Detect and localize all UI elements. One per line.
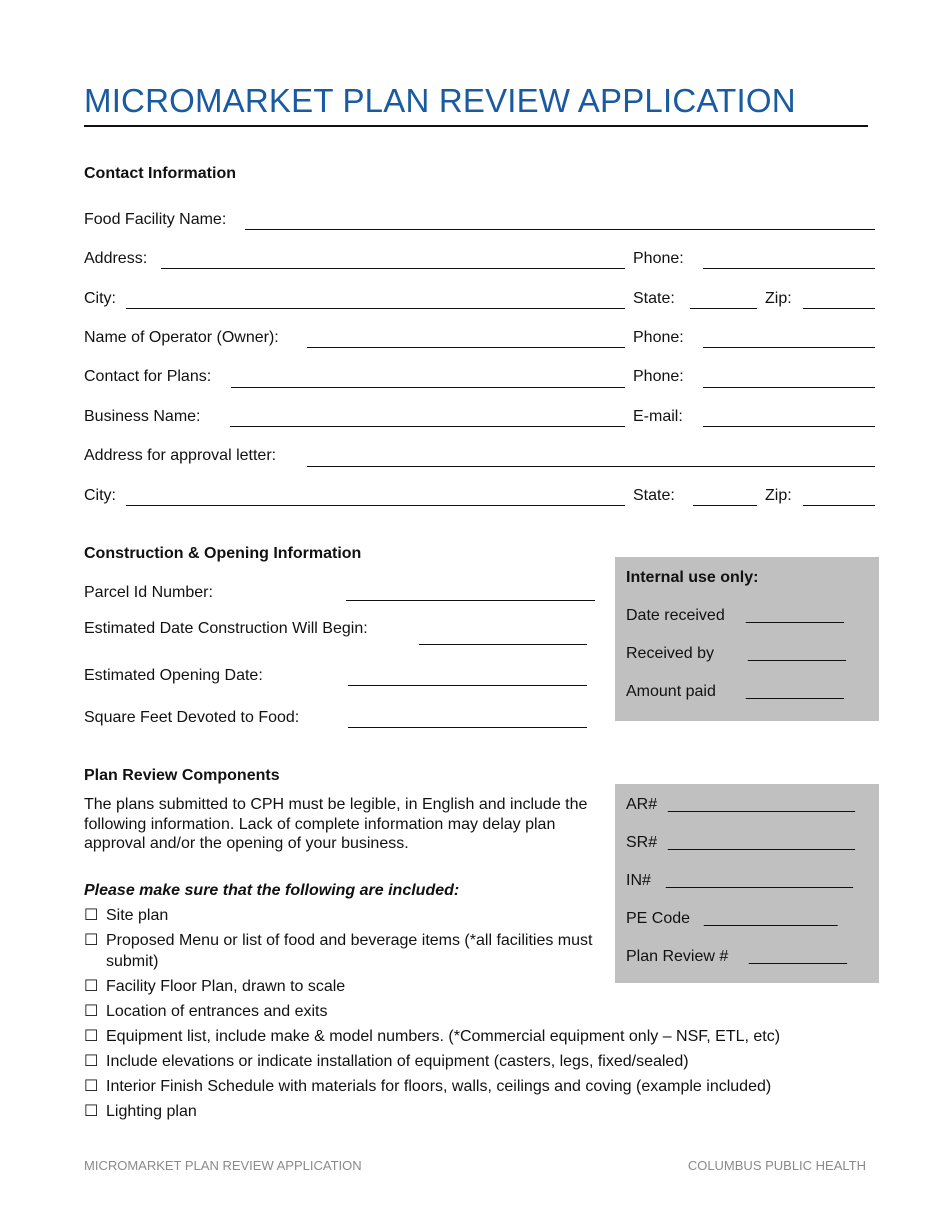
- opening-date-field[interactable]: [348, 685, 587, 686]
- checkbox-icon[interactable]: ☐: [84, 1103, 99, 1120]
- checkbox-icon[interactable]: ☐: [84, 1003, 99, 1020]
- checkbox-icon[interactable]: ☐: [84, 978, 99, 995]
- title-divider: [84, 125, 868, 127]
- pe-code-label: PE Code: [626, 910, 691, 927]
- approval-address-field[interactable]: [307, 466, 875, 467]
- construction-begin-field[interactable]: [419, 644, 587, 645]
- phone-label-2: Phone:: [633, 329, 684, 346]
- city-label-1: City:: [84, 290, 116, 307]
- zip-field-2[interactable]: [803, 505, 875, 506]
- checklist-item-label: Facility Floor Plan, drawn to scale: [106, 978, 346, 995]
- construction-begin-label: Estimated Date Construction Will Begin:: [84, 620, 368, 637]
- received-by-blank[interactable]: ___________: [748, 645, 846, 662]
- state-field-1[interactable]: [690, 308, 757, 309]
- checklist-item[interactable]: [84, 1026, 854, 1047]
- amount-paid-label: Amount paid: [626, 683, 716, 700]
- city-field-1[interactable]: [126, 308, 625, 309]
- operator-field[interactable]: [307, 347, 625, 348]
- page-title: MICROMARKET PLAN REVIEW APPLICATION: [84, 82, 796, 119]
- checklist-item-label: Interior Finish Schedule with materials for floors, walls, ceilings and coving (example included): [106, 1078, 772, 1095]
- in-label: IN#: [626, 872, 651, 889]
- square-feet-field[interactable]: [348, 727, 587, 728]
- internal-use-heading: Internal use only:: [626, 569, 759, 586]
- date-received-blank[interactable]: ___________: [746, 607, 844, 624]
- sr-blank[interactable]: _____________________: [668, 834, 855, 851]
- codes-box: [615, 784, 879, 983]
- checkbox-icon[interactable]: ☐: [84, 1078, 99, 1095]
- plan-review-paragraph: The plans submitted to CPH must be legible, in English and include the following information. Lack of complete information may delay plan approval and/or the opening of your business.: [84, 796, 588, 852]
- checklist-item[interactable]: [84, 1076, 854, 1097]
- checklist-item[interactable]: [84, 1101, 854, 1122]
- checklist-item[interactable]: [84, 930, 604, 972]
- sr-label: SR#: [626, 834, 658, 851]
- plan-review-number-blank[interactable]: ___________: [749, 948, 847, 965]
- zip-field-1[interactable]: [803, 308, 875, 309]
- email-label: E-mail:: [633, 408, 683, 425]
- state-label-2: State:: [633, 487, 675, 504]
- checkbox-icon[interactable]: ☐: [84, 932, 99, 949]
- food-facility-name-field[interactable]: [245, 229, 875, 230]
- parcel-label: Parcel Id Number:: [84, 584, 213, 601]
- date-received-label: Date received: [626, 607, 725, 624]
- phone-label-3: Phone:: [633, 368, 684, 385]
- plan-review-emphasis: Please make sure that the following are included:: [84, 882, 460, 899]
- approval-address-label: Address for approval letter:: [84, 447, 277, 464]
- received-by-label: Received by: [626, 645, 715, 662]
- operator-label: Name of Operator (Owner):: [84, 329, 279, 346]
- contact-for-plans-field[interactable]: [231, 387, 625, 388]
- ar-blank[interactable]: _____________________: [668, 796, 855, 813]
- ar-label: AR#: [626, 796, 658, 813]
- email-field[interactable]: [703, 426, 875, 427]
- phone-field-2[interactable]: [703, 347, 875, 348]
- checklist-item-label: Lighting plan: [106, 1103, 197, 1120]
- pe-code-blank[interactable]: _______________: [704, 910, 838, 927]
- construction-heading: Construction & Opening Information: [84, 545, 362, 562]
- business-name-label: Business Name:: [84, 408, 201, 425]
- phone-field-3[interactable]: [703, 387, 875, 388]
- checklist-item-label: Include elevations or indicate installation of equipment (casters, legs, fixed/sealed): [106, 1053, 689, 1070]
- plan-review-heading: Plan Review Components: [84, 767, 280, 784]
- amount-paid-blank[interactable]: ___________: [746, 683, 844, 700]
- parcel-field[interactable]: [346, 600, 595, 601]
- plan-review-number-label: Plan Review #: [626, 948, 729, 965]
- checklist-item-label: Proposed Menu or list of food and beverage items (*all facilities must submit): [106, 932, 593, 970]
- checklist-item[interactable]: [84, 1051, 854, 1072]
- phone-label-1: Phone:: [633, 250, 684, 267]
- city-label-2: City:: [84, 487, 116, 504]
- contact-for-plans-label: Contact for Plans:: [84, 368, 212, 385]
- square-feet-label: Square Feet Devoted to Food:: [84, 709, 300, 726]
- contact-heading: Contact Information: [84, 165, 236, 182]
- zip-label-2: Zip:: [765, 487, 792, 504]
- address-label: Address:: [84, 250, 148, 267]
- checkbox-icon[interactable]: ☐: [84, 1028, 99, 1045]
- footer-right: COLUMBUS PUBLIC HEALTH: [687, 1158, 866, 1173]
- state-field-2[interactable]: [693, 505, 757, 506]
- food-facility-name-label: Food Facility Name:: [84, 211, 227, 228]
- phone-field-1[interactable]: [703, 268, 875, 269]
- business-name-field[interactable]: [230, 426, 625, 427]
- zip-label-1: Zip:: [765, 290, 792, 307]
- checklist-item-label: Equipment list, include make & model numbers. (*Commercial equipment only – NSF, ETL, etc): [106, 1028, 781, 1045]
- checkbox-icon[interactable]: ☐: [84, 907, 99, 924]
- state-label-1: State:: [633, 290, 675, 307]
- checklist-item-label: Site plan: [106, 907, 169, 924]
- internal-use-box: [615, 557, 879, 721]
- checkbox-icon[interactable]: ☐: [84, 1053, 99, 1070]
- checklist-item[interactable]: [84, 1001, 854, 1022]
- opening-date-label: Estimated Opening Date:: [84, 667, 263, 684]
- footer-left: MICROMARKET PLAN REVIEW APPLICATION: [84, 1158, 362, 1173]
- in-blank[interactable]: _____________________: [666, 872, 853, 889]
- city-field-2[interactable]: [126, 505, 625, 506]
- address-field[interactable]: [161, 268, 625, 269]
- checklist-item-label: Location of entrances and exits: [106, 1003, 328, 1020]
